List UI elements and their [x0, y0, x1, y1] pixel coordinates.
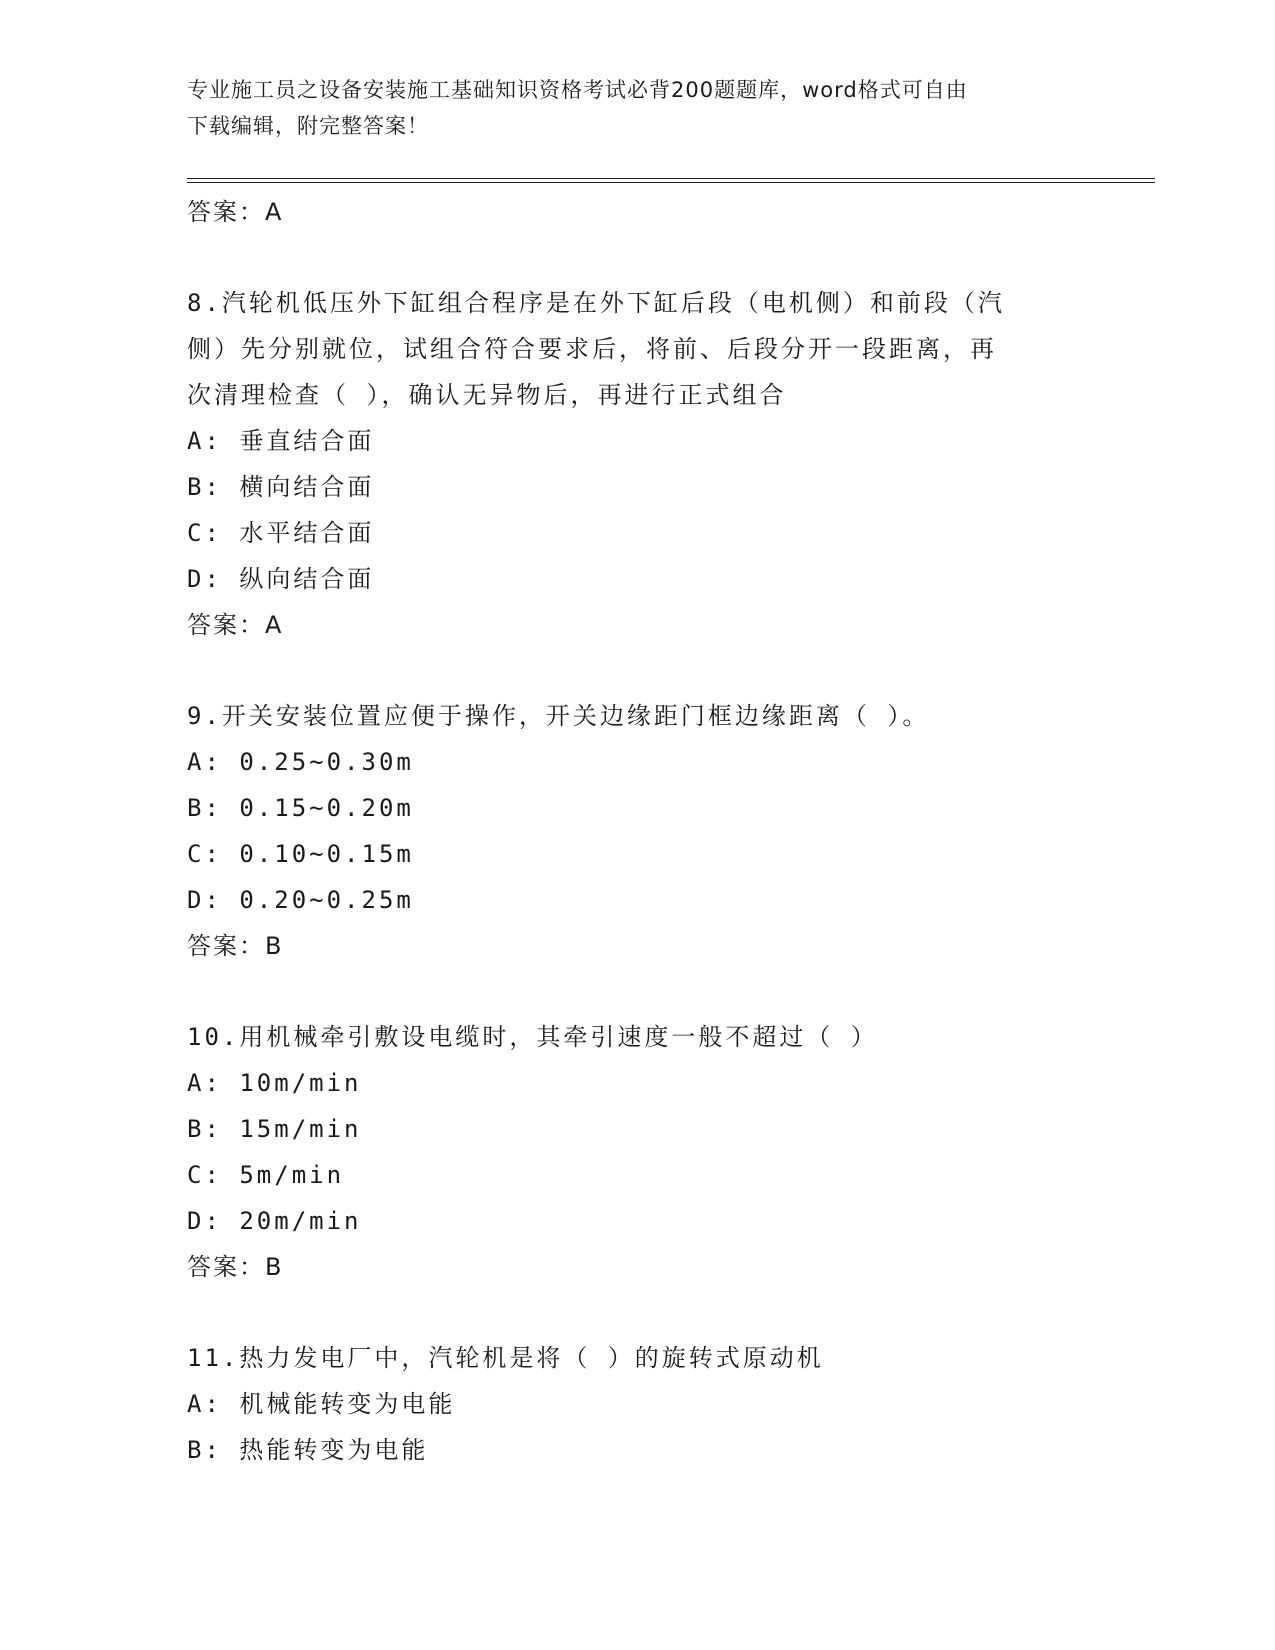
question-9: [187, 693, 1087, 969]
question-text-line: 10.用机械牵引敷设电缆时，其牵引速度一般不超过（ ）: [187, 1023, 878, 1051]
spacer: [187, 648, 1087, 693]
header-divider-top: [187, 178, 1155, 179]
answer: 答案：B: [187, 1253, 284, 1281]
option-c: C: 5m/min: [187, 1161, 345, 1189]
option-d: D: 纵向结合面: [187, 565, 375, 593]
header-line-1: 专业施工员之设备安装施工基础知识资格考试必背200题题库，word格式可自由: [187, 78, 968, 102]
option-b: B: 15m/min: [187, 1115, 362, 1143]
answer: 答案：B: [187, 932, 284, 960]
spacer: [187, 969, 1087, 1014]
question-text-line: 次清理检查（ ），确认无异物后，再进行正式组合: [187, 381, 787, 409]
question-10: [187, 1014, 1087, 1290]
option-b: B: 0.15~0.20m: [187, 794, 414, 822]
option-c: C: 水平结合面: [187, 519, 375, 547]
question-11: [187, 1335, 1087, 1473]
question-text-line: 9.开关安装位置应便于操作，开关边缘距门框边缘距离（ ）。: [187, 702, 930, 730]
question-text-line: 11.热力发电厂中，汽轮机是将（ ）的旋转式原动机: [187, 1344, 824, 1372]
previous-answer: 答案：A: [187, 198, 284, 226]
header-divider-bottom: [187, 182, 1155, 183]
question-text-line: 8.汽轮机低压外下缸组合程序是在外下缸后段（电机侧）和前段（汽: [187, 289, 1005, 317]
option-a: A: 0.25~0.30m: [187, 748, 414, 776]
option-c: C: 0.10~0.15m: [187, 840, 414, 868]
option-b: B: 热能转变为电能: [187, 1436, 429, 1464]
option-d: D: 0.20~0.25m: [187, 886, 414, 914]
option-b: B: 横向结合面: [187, 473, 375, 501]
question-8: [187, 280, 1087, 648]
option-a: A: 机械能转变为电能: [187, 1390, 456, 1418]
option-a: A: 垂直结合面: [187, 427, 375, 455]
option-a: A: 10m/min: [187, 1069, 362, 1097]
header-line-2: 下载编辑，附完整答案！: [187, 114, 429, 138]
question-text-line: 侧）先分别就位，试组合符合要求后，将前、后段分开一段距离，再: [187, 335, 997, 363]
option-d: D: 20m/min: [187, 1207, 362, 1235]
document-header: [187, 72, 1087, 144]
spacer: [187, 235, 1087, 280]
question-list: [187, 189, 1087, 1473]
answer: 答案：A: [187, 611, 284, 639]
spacer: [187, 1290, 1087, 1335]
